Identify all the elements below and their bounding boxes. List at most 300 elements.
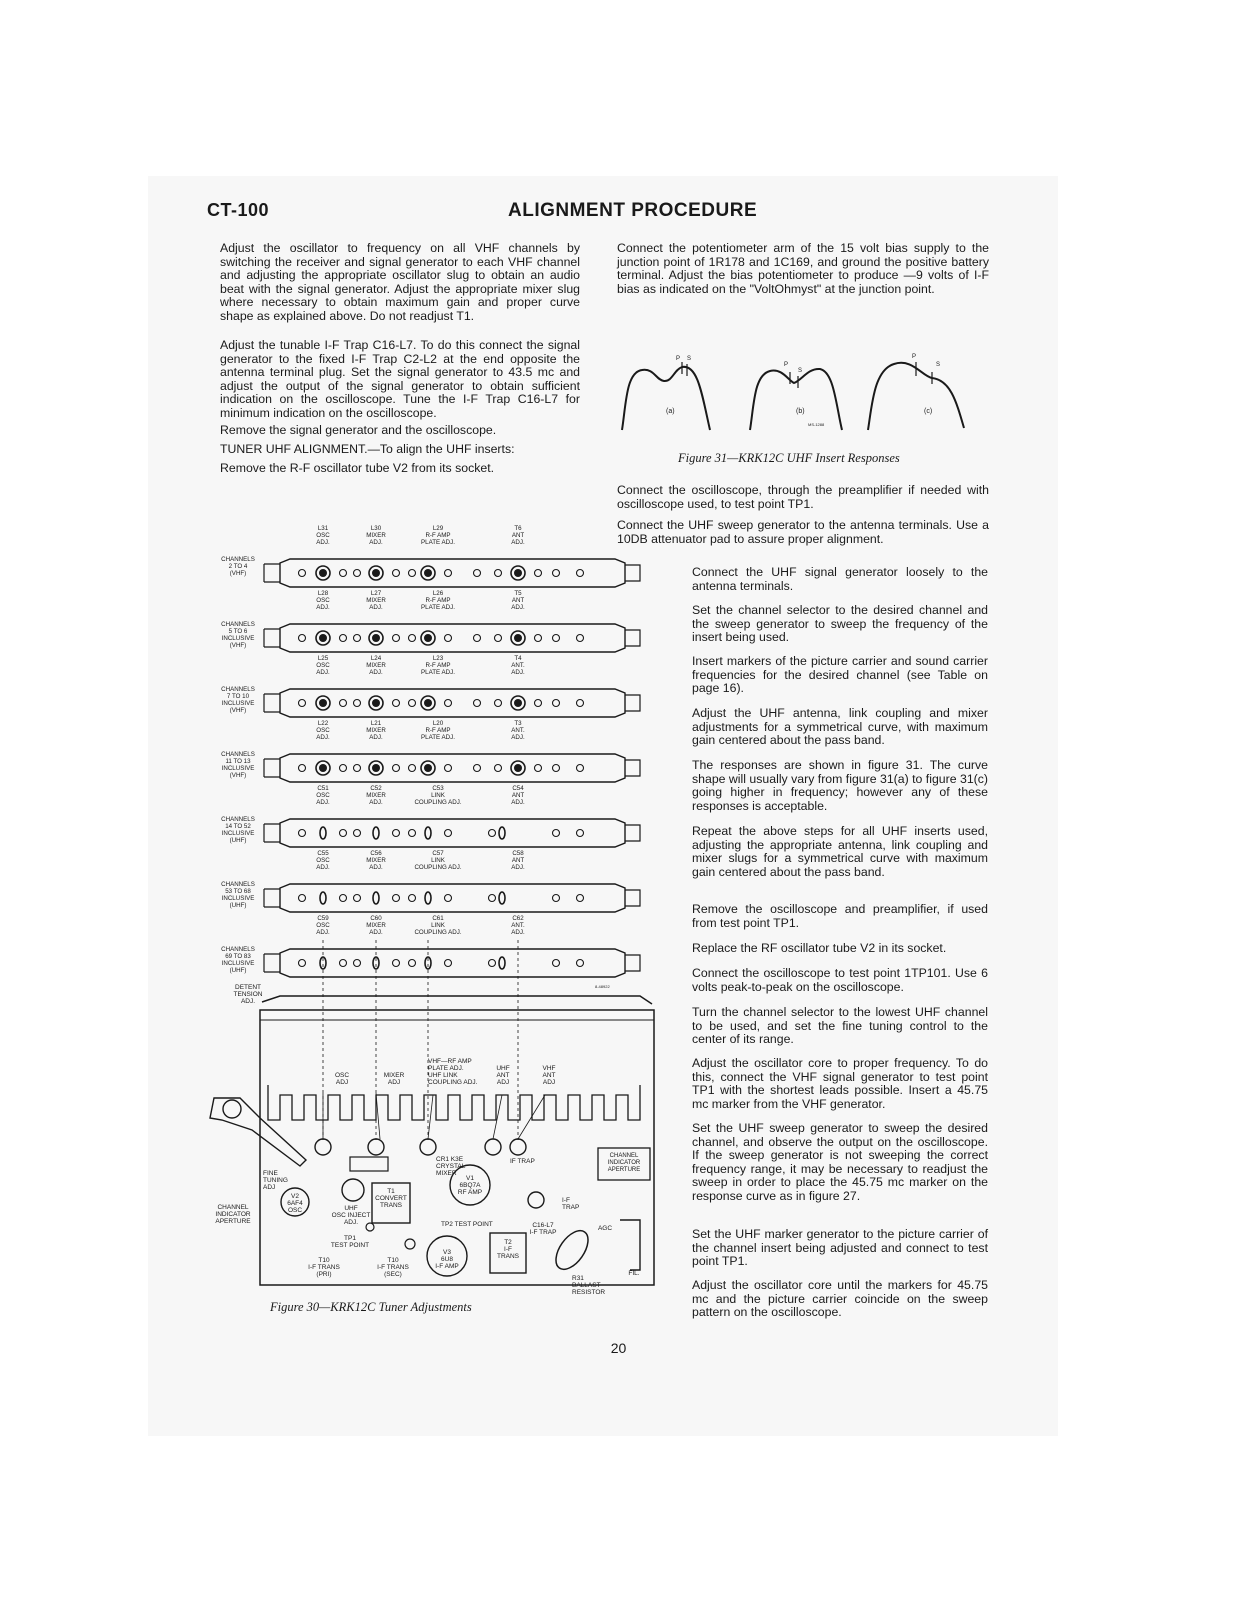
- uhf-osc-inject-label: OSC INJECT: [331, 1212, 371, 1219]
- strip-hole: [445, 570, 452, 577]
- strip-label: C57: [432, 850, 444, 857]
- strip-label: OSC: [316, 597, 330, 604]
- figure-30-code: 8-48922: [595, 984, 610, 989]
- left-paragraph-5: Remove the R-F oscillator tube V2 from its socket.: [220, 461, 495, 475]
- strip-label: C61: [432, 915, 444, 922]
- vhf-ant-label: VHF: [542, 1065, 556, 1072]
- trimmer-capacitor: [373, 827, 379, 839]
- fil-label: FIL.: [628, 1270, 640, 1277]
- insert-strip-5: [221, 785, 640, 847]
- strip-label: OSC: [316, 792, 330, 799]
- strip-hole: [393, 765, 400, 772]
- strip-label: COUPLING ADJ.: [414, 864, 462, 871]
- rf-amp-label: COUPLING ADJ.: [428, 1079, 478, 1086]
- channel-range-label: CHANNELS: [221, 946, 255, 953]
- slug-core: [424, 764, 432, 772]
- mixer-adj-label: MIXER: [383, 1072, 405, 1079]
- right-paragraph-14: Adjust the oscillator core until the markers for 45.75 mc and the picture carrier coincide on the sweep pattern on the oscilloscope.: [692, 1278, 988, 1320]
- marker-p-c: P: [912, 354, 917, 360]
- if-trap-label-2: TRAP: [562, 1204, 580, 1211]
- strip-label: L29: [432, 525, 444, 532]
- strip-label: PLATE ADJ.: [421, 539, 455, 546]
- strip-label: L24: [370, 655, 382, 662]
- right-top-paragraph: Connect the potentiometer arm of the 15 volt bias supply to the junction point of 1R178 and 1C169, and ground the positive battery terminal. Adjust the bias potentiometer to produce —9 volts of I-F bias as indicated on the "VoltOhmyst" at the junction point.: [617, 241, 989, 296]
- strip-label: C52: [370, 785, 382, 792]
- strip-hole: [299, 765, 306, 772]
- strip-hole: [409, 700, 416, 707]
- strip-hole: [299, 830, 306, 837]
- strip-label: L23: [432, 655, 444, 662]
- strip-hole: [299, 635, 306, 642]
- channel-range-label: INCLUSIVE: [221, 700, 255, 707]
- model-number: CT-100: [207, 200, 270, 220]
- channel-range-label: (UHF): [229, 902, 247, 909]
- fine-tuning-label: FINE: [263, 1170, 278, 1177]
- slug-core: [372, 764, 380, 772]
- strip-hole: [393, 635, 400, 642]
- uhf-ant-adj-hole: [485, 1139, 501, 1155]
- tp1-test-point: [366, 1223, 374, 1231]
- figure-31-code: MS-1288: [808, 422, 825, 427]
- strip-hole: [354, 570, 361, 577]
- strip-label: OSC: [316, 857, 330, 864]
- strip-hole: [445, 635, 452, 642]
- strip-hole: [577, 570, 584, 577]
- agc-label: AGC: [597, 1225, 613, 1232]
- strip-label: ADJ.: [511, 604, 525, 611]
- trimmer-capacitor: [320, 892, 326, 904]
- strip-hole: [474, 570, 481, 577]
- channel-aperture-left-label: CHANNEL: [217, 1204, 249, 1211]
- response-curve-a: [622, 367, 710, 430]
- right-paragraph-8: Replace the RF oscillator tube V2 in its socket.: [692, 941, 947, 955]
- fine-tuning-label: ADJ: [263, 1184, 276, 1191]
- slug-core: [424, 569, 432, 577]
- r31-label: RESISTOR: [572, 1289, 606, 1296]
- t10-sec-label: I-F TRANS: [377, 1264, 409, 1271]
- strip-hole: [340, 635, 347, 642]
- t1-label: T1: [387, 1188, 395, 1195]
- channel-aperture-left-label: INDICATOR: [215, 1211, 251, 1218]
- uhf-osc-inject-label: UHF: [344, 1205, 358, 1212]
- strip-label: ADJ.: [369, 539, 383, 546]
- strip-label: ADJ.: [316, 604, 330, 611]
- strip-hole: [445, 895, 452, 902]
- figure-30-caption: Figure 30—KRK12C Tuner Adjustments: [270, 1300, 472, 1314]
- left-paragraph-4: TUNER UHF ALIGNMENT.—To align the UHF inserts:: [220, 442, 515, 456]
- left-paragraph-2: Adjust the tunable I-F Trap C16-L7. To do this connect the signal generator to the fixed I-F Trap C2-L2 at the end opposite the antenna terminal plug. Set the signal generator to 43.5 mc and adjust the output of the signal generator to obtain sufficient indication on the oscilloscope. Tune the I-F Trap C16-L7 for minimum indication on the oscilloscope.: [220, 338, 580, 420]
- mixer-adj-hole: [368, 1139, 384, 1155]
- tp2-label: TP2 TEST POINT: [441, 1221, 493, 1228]
- strip-hole: [474, 765, 481, 772]
- if-trap-c16: [528, 1192, 544, 1208]
- page-number: 20: [610, 1340, 627, 1356]
- t2-label: I-F: [504, 1246, 512, 1253]
- slug-core: [319, 764, 327, 772]
- strip-label: OSC: [316, 922, 330, 929]
- strip-label: T3: [514, 720, 522, 727]
- strip-body: [280, 559, 625, 587]
- mixer-adj-label: ADJ: [387, 1079, 401, 1086]
- strip-hole: [409, 635, 416, 642]
- strip-label: L25: [317, 655, 329, 662]
- channel-range-label: CHANNELS: [221, 686, 255, 693]
- strip-body: [280, 819, 625, 847]
- strip-label: C55: [317, 850, 329, 857]
- t2-label: TRANS: [496, 1253, 520, 1260]
- if-trap-label-2: I-F: [562, 1197, 570, 1204]
- strip-hole: [535, 570, 542, 577]
- osc-adj-label: ADJ: [335, 1079, 349, 1086]
- vhf-ant-label: ANT: [542, 1072, 556, 1079]
- strip-label: C51: [317, 785, 329, 792]
- strip-label: ADJ.: [316, 669, 330, 676]
- strip-hole: [299, 570, 306, 577]
- strip-label: ANT: [511, 857, 525, 864]
- channel-aperture-right-label: CHANNEL: [609, 1153, 639, 1159]
- strip-right-contact: [625, 955, 640, 971]
- insert-strip-6: [221, 850, 640, 912]
- strip-label: ADJ.: [369, 669, 383, 676]
- t10-sec-label: (SEC): [384, 1271, 402, 1278]
- strip-hole: [489, 895, 496, 902]
- strip-hole: [577, 895, 584, 902]
- strip-label: ADJ.: [316, 539, 330, 546]
- strip-left-contact: [264, 889, 280, 907]
- strip-left-contact: [264, 694, 280, 712]
- strip-hole: [354, 700, 361, 707]
- strip-label: LINK: [431, 922, 445, 929]
- strip-hole: [577, 700, 584, 707]
- strip-hole: [299, 960, 306, 967]
- v3-label: V3: [443, 1249, 451, 1256]
- channel-range-label: (VHF): [229, 642, 247, 649]
- strip-label: C60: [370, 915, 382, 922]
- detent-tension-label: DETENT: [235, 984, 261, 991]
- strip-label: MIXER: [366, 662, 386, 669]
- v2-label: V2: [291, 1193, 299, 1200]
- strip-label: ADJ.: [511, 929, 525, 936]
- v1-label: RF AMP: [457, 1189, 483, 1196]
- cr1-crystal: [350, 1157, 388, 1171]
- strip-hole: [553, 700, 560, 707]
- strip-right-contact: [625, 695, 640, 711]
- channel-range-label: CHANNELS: [221, 881, 255, 888]
- strip-hole: [340, 570, 347, 577]
- strip-label: L31: [317, 525, 329, 532]
- cr1-label: CRYSTAL: [436, 1163, 466, 1170]
- r31-label: BALLAST: [572, 1282, 601, 1289]
- strip-label: R-F AMP: [425, 727, 451, 734]
- strip-hole: [340, 765, 347, 772]
- strip-label: MIXER: [366, 922, 386, 929]
- figure-31-diagram: [612, 350, 992, 445]
- channel-range-label: 2 TO 4: [228, 563, 248, 570]
- slug-core: [372, 699, 380, 707]
- channel-range-label: 7 TO 10: [226, 693, 250, 700]
- strip-label: T5: [514, 590, 522, 597]
- strip-label: ADJ.: [369, 604, 383, 611]
- strip-hole: [299, 700, 306, 707]
- insert-strip-3: [221, 655, 640, 717]
- strip-label: C58: [512, 850, 524, 857]
- strip-hole: [535, 700, 542, 707]
- strip-label: C62: [512, 915, 524, 922]
- strip-label: ADJ.: [511, 799, 525, 806]
- marker-s-a: S: [687, 356, 692, 362]
- strip-hole: [577, 960, 584, 967]
- channel-aperture-left-label: APERTURE: [215, 1218, 251, 1225]
- t10-pri-label: T10: [318, 1257, 330, 1264]
- channel-range-label: 14 TO 52: [225, 823, 251, 830]
- t2-label: T2: [504, 1239, 512, 1246]
- uhf-osc-inject: [342, 1179, 364, 1201]
- strip-label: ANT: [511, 597, 525, 604]
- agc-bracket: [620, 1220, 640, 1270]
- strip-label: ADJ.: [511, 669, 525, 676]
- strip-hole: [393, 570, 400, 577]
- left-paragraph-1: Adjust the oscillator to frequency on all VHF channels by switching the receiver and signal generator to each VHF channel and adjusting the appropriate oscillator slug to obtain an audio beat with the signal generator. Adjust the appropriate mixer slug where necessary to obtain maximum gain and proper curve shape as explained above. Do not readjust T1.: [220, 241, 580, 323]
- strip-hole: [577, 635, 584, 642]
- strip-body: [280, 624, 625, 652]
- slug-core: [319, 634, 327, 642]
- strip-label: R-F AMP: [425, 597, 451, 604]
- strip-label: L26: [432, 590, 444, 597]
- fine-tuning-label: TUNING: [263, 1177, 288, 1184]
- strip-hole: [340, 895, 347, 902]
- strip-hole: [553, 960, 560, 967]
- tp1-label: TEST POINT: [330, 1242, 370, 1249]
- strip-hole: [340, 700, 347, 707]
- strip-hole: [553, 635, 560, 642]
- strip-label: OSC: [316, 532, 330, 539]
- uhf-ant-label: UHF: [496, 1065, 510, 1072]
- channel-range-label: (VHF): [229, 570, 247, 577]
- strip-label: ANT: [511, 792, 525, 799]
- left-paragraph-3: Remove the signal generator and the oscilloscope.: [220, 423, 497, 437]
- insert-strip-1: [221, 525, 640, 587]
- strip-label: R-F AMP: [425, 662, 451, 669]
- channel-range-label: 69 TO 83: [225, 953, 251, 960]
- strip-hole: [553, 570, 560, 577]
- vhf-ant-adj-hole: [510, 1139, 526, 1155]
- strip-label: ADJ.: [511, 539, 525, 546]
- curve-label-a: (a): [666, 408, 675, 415]
- channel-range-label: INCLUSIVE: [221, 765, 255, 772]
- rfamp-adj-hole: [420, 1139, 436, 1155]
- strip-label: PLATE ADJ.: [421, 604, 455, 611]
- strip-body: [280, 689, 625, 717]
- strip-hole: [495, 700, 502, 707]
- curve-label-c: (c): [924, 408, 933, 415]
- response-curve-b: [750, 369, 842, 430]
- right-paragraph-10: Turn the channel selector to the lowest UHF channel to be used, and set the fine tuning control to the center of its range.: [692, 1005, 988, 1047]
- channel-range-label: (UHF): [229, 967, 247, 974]
- strip-label: COUPLING ADJ.: [414, 929, 462, 936]
- strip-hole: [495, 765, 502, 772]
- strip-label: L30: [370, 525, 382, 532]
- right-paragraph-1: Connect the UHF signal generator loosely to the antenna terminals.: [692, 565, 988, 593]
- strip-hole: [340, 830, 347, 837]
- strip-label: C59: [317, 915, 329, 922]
- strip-hole: [445, 700, 452, 707]
- slug-core: [319, 569, 327, 577]
- strip-right-contact: [625, 565, 640, 581]
- strip-label: T6: [514, 525, 522, 532]
- strip-left-contact: [264, 824, 280, 842]
- channel-aperture-right-label: INDICATOR: [607, 1160, 641, 1166]
- strip-right-contact: [625, 630, 640, 646]
- channel-range-label: CHANNELS: [221, 751, 255, 758]
- strip-hole: [393, 830, 400, 837]
- strip-body: [280, 754, 625, 782]
- strip-label: LINK: [431, 857, 445, 864]
- channel-range-label: 11 TO 13: [225, 758, 251, 765]
- t10-sec-label: T10: [387, 1257, 399, 1264]
- right-wide-paragraph-1: Connect the oscilloscope, through the preamplifier if needed with oscilloscope used, to test point TP1.: [617, 483, 989, 511]
- strip-body: [280, 949, 625, 977]
- trimmer-capacitor: [499, 957, 505, 969]
- strip-left-contact: [264, 759, 280, 777]
- strip-hole: [535, 765, 542, 772]
- rf-amp-label: VHF—RF AMP: [428, 1058, 472, 1065]
- t1-label: CONVERT: [375, 1195, 407, 1202]
- strip-label: R-F AMP: [425, 532, 451, 539]
- channel-range-label: CHANNELS: [221, 556, 255, 563]
- strip-label: ADJ.: [316, 734, 330, 741]
- cr1-label: CR1 K3E: [436, 1156, 464, 1163]
- strip-hole: [354, 960, 361, 967]
- strip-label: OSC: [316, 727, 330, 734]
- marker-p-a: P: [676, 356, 681, 362]
- strip-hole: [340, 960, 347, 967]
- strip-hole: [553, 895, 560, 902]
- strip-left-contact: [264, 629, 280, 647]
- v1-label: V1: [466, 1175, 474, 1182]
- strip-label: PLATE ADJ.: [421, 669, 455, 676]
- channel-range-label: INCLUSIVE: [221, 830, 255, 837]
- slug-core: [514, 764, 522, 772]
- v2-label: 6AF4: [287, 1200, 303, 1207]
- right-paragraph-12: Set the UHF sweep generator to sweep the desired channel, and observe the output on the oscilloscope. If the sweep generator is not sweeping the correct frequency range, it may be necessary to readjust the sweep in order to place the 45.75 mc marker on the response curve as in figure 27.: [692, 1121, 988, 1203]
- strip-label: ADJ.: [511, 864, 525, 871]
- strip-label: ANT.: [511, 727, 525, 734]
- rf-amp-label: PLATE ADJ.: [428, 1065, 464, 1072]
- v1-label: 6BQ7A: [459, 1182, 481, 1189]
- right-paragraph-4: Adjust the UHF antenna, link coupling and mixer adjustments for a symmetrical curve, with maximum gain centered about the pass band.: [692, 706, 988, 748]
- right-paragraph-9: Connect the oscilloscope to test point 1TP101. Use 6 volts peak-to-peak on the oscilloscope.: [692, 966, 988, 994]
- strip-label: C56: [370, 850, 382, 857]
- right-paragraph-5: The responses are shown in figure 31. The curve shape will usually vary from figure 31(a) to figure 31(c) going higher in frequency; however any of these responses is acceptable.: [692, 758, 988, 813]
- strip-hole: [489, 960, 496, 967]
- strip-label: ADJ.: [369, 929, 383, 936]
- strip-hole: [409, 830, 416, 837]
- strip-hole: [445, 960, 452, 967]
- strip-left-contact: [264, 564, 280, 582]
- rf-amp-label: UHF LINK: [428, 1072, 458, 1079]
- trimmer-capacitor: [425, 892, 431, 904]
- t10-pri-label: (PRI): [316, 1271, 332, 1278]
- strip-label: L20: [432, 720, 444, 727]
- channel-range-label: CHANNELS: [221, 816, 255, 823]
- channel-range-label: INCLUSIVE: [221, 960, 255, 967]
- strip-label: OSC: [316, 662, 330, 669]
- slug-core: [372, 569, 380, 577]
- trimmer-capacitor: [499, 827, 505, 839]
- channel-range-label: INCLUSIVE: [221, 895, 255, 902]
- strip-hole: [495, 570, 502, 577]
- right-paragraph-3: Insert markers of the picture carrier and sound carrier frequencies for the desired channel (see Table on page 16).: [692, 654, 988, 696]
- tp1-label: TP1: [344, 1235, 356, 1242]
- r31-label: R31: [572, 1275, 584, 1282]
- strip-label: ADJ.: [316, 864, 330, 871]
- strip-label: ADJ.: [316, 929, 330, 936]
- strip-label: C53: [432, 785, 444, 792]
- strip-label: MIXER: [366, 792, 386, 799]
- t1-label: TRANS: [379, 1202, 403, 1209]
- strip-right-contact: [625, 890, 640, 906]
- strip-label: LINK: [431, 792, 445, 799]
- insert-strip-4: [221, 720, 640, 782]
- c16-label: I-F TRAP: [529, 1229, 557, 1236]
- insert-strips: [221, 525, 640, 989]
- strip-label: ADJ.: [369, 864, 383, 871]
- v2-label: OSC: [287, 1207, 303, 1214]
- strip-label: MIXER: [366, 857, 386, 864]
- slug-core: [424, 634, 432, 642]
- slug-core: [514, 699, 522, 707]
- strip-hole: [299, 895, 306, 902]
- fine-tuning-knob: [223, 1100, 241, 1118]
- strip-hole: [474, 700, 481, 707]
- strip-hole: [553, 765, 560, 772]
- marker-s-c: S: [936, 362, 941, 368]
- channel-range-label: 5 TO 6: [228, 628, 248, 635]
- right-paragraph-13: Set the UHF marker generator to the picture carrier of the channel insert being adjusted and connect to test point TP1.: [692, 1227, 988, 1269]
- right-paragraph-11: Adjust the oscillator core to proper frequency. To do this, connect the VHF signal generator to test point TP1 with the shortest leads possible. Insert a 45.75 mc marker from the VHF generator.: [692, 1056, 988, 1111]
- slug-core: [424, 699, 432, 707]
- channel-range-label: (UHF): [229, 837, 247, 844]
- strip-hole: [409, 895, 416, 902]
- right-paragraph-2: Set the channel selector to the desired channel and the sweep generator to sweep the frequency of the insert being used.: [692, 603, 988, 645]
- strip-hole: [474, 635, 481, 642]
- strip-label: ANT.: [511, 922, 525, 929]
- strip-left-contact: [264, 954, 280, 972]
- uhf-osc-inject-label: ADJ.: [343, 1219, 359, 1226]
- insert-strip-7: [221, 915, 640, 977]
- strip-label: ADJ.: [369, 799, 383, 806]
- strip-hole: [354, 765, 361, 772]
- strip-label: COUPLING ADJ.: [414, 799, 462, 806]
- osc-adj-label: OSC: [334, 1072, 350, 1079]
- strip-hole: [393, 700, 400, 707]
- trimmer-capacitor: [320, 827, 326, 839]
- t10-pri-label: I-F TRANS: [308, 1264, 340, 1271]
- strip-hole: [354, 830, 361, 837]
- strip-label: T4: [514, 655, 522, 662]
- strip-label: MIXER: [366, 532, 386, 539]
- strip-label: MIXER: [366, 597, 386, 604]
- slug-core: [372, 634, 380, 642]
- slug-core: [514, 634, 522, 642]
- uhf-ant-label: ANT: [496, 1072, 510, 1079]
- channel-range-label: INCLUSIVE: [221, 635, 255, 642]
- strip-label: ANT.: [511, 662, 525, 669]
- strip-hole: [354, 895, 361, 902]
- strip-hole: [445, 765, 452, 772]
- cr1-label: MIXER: [436, 1170, 457, 1177]
- insert-strip-2: [221, 590, 640, 652]
